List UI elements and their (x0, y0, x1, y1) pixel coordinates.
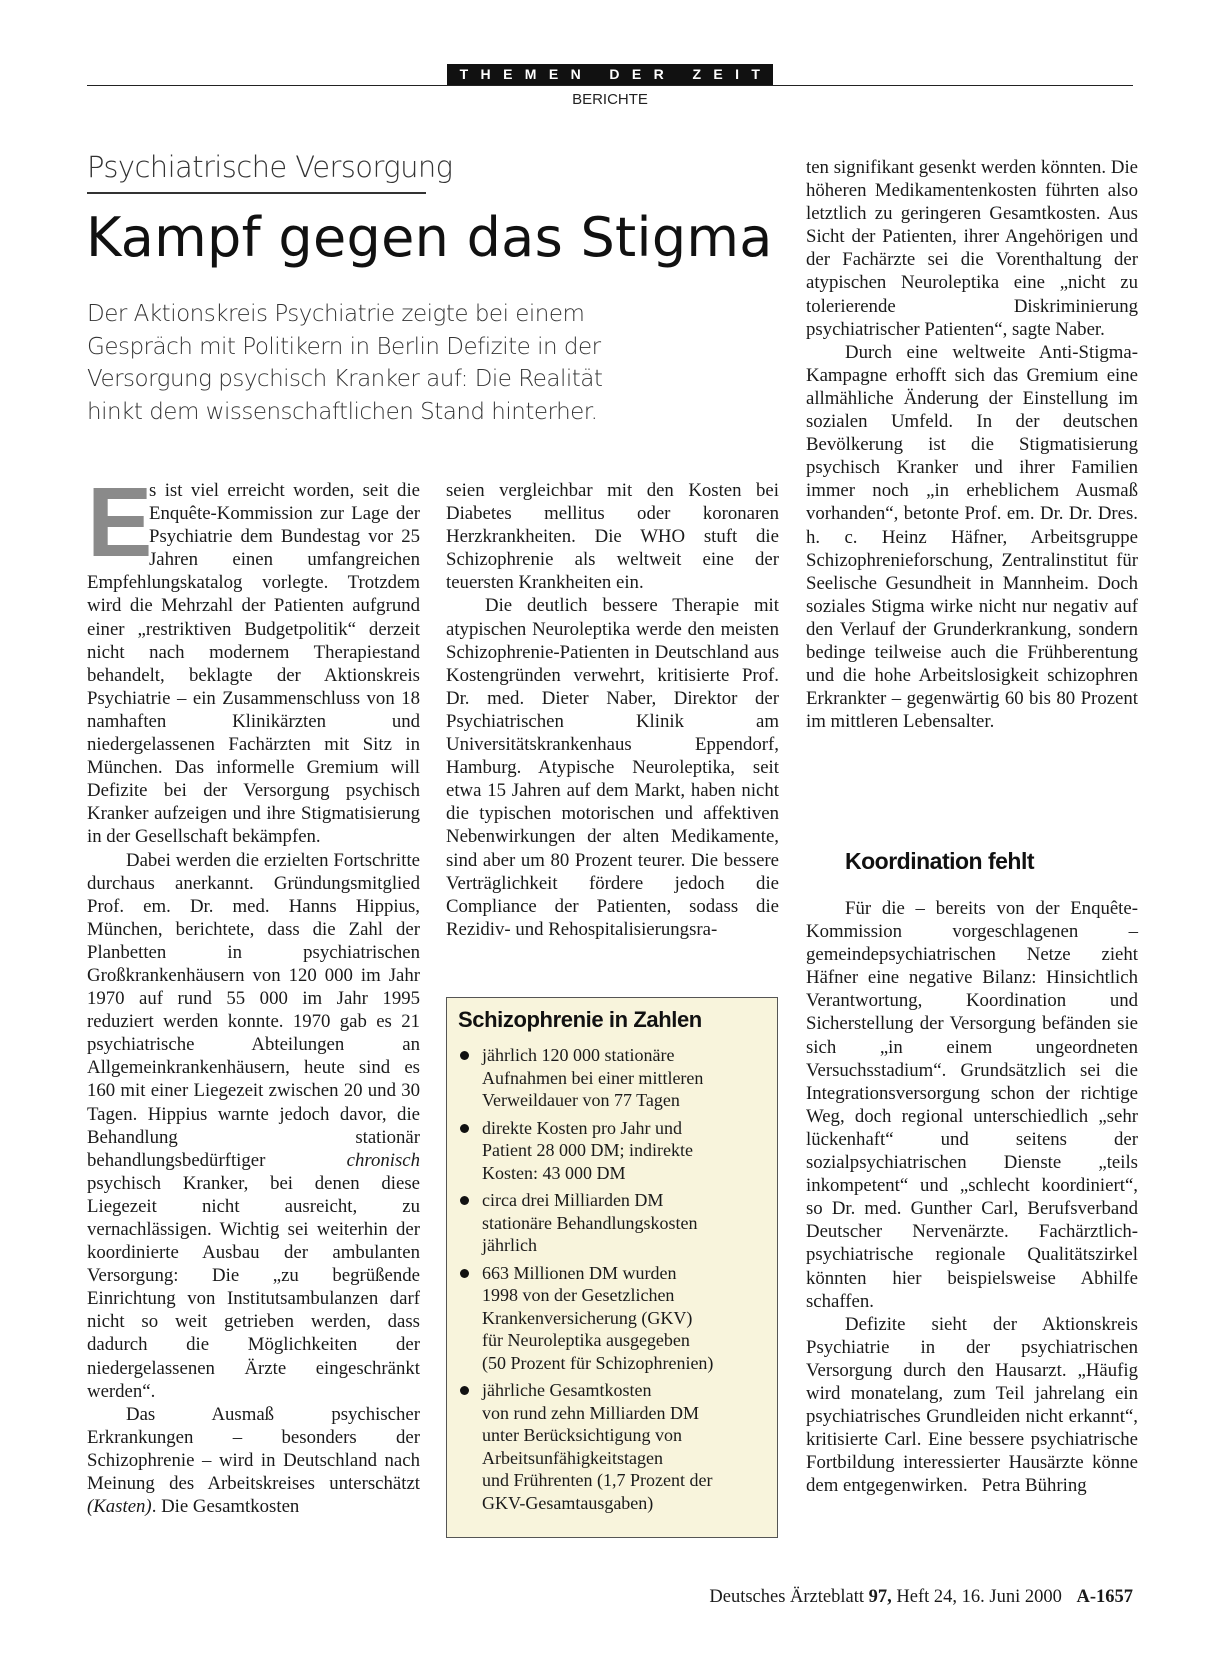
paragraph: Die deutlich bessere Therapie mit atypischen Neuroleptika werde den meisten Schizophrenie-Patienten in Deutschland aus Kostengründen verwehrt, kritisierte Prof. Dr. med. Dieter Naber, Direktor der Psychiatrischen Klinik am Universitätskrankenhaus Eppendorf, Hamburg. Atypische Neuroleptika, seit etwa 15 Jahren auf dem Markt, haben nicht die typischen motorischen und affektiven Nebenwirkungen der alten Medikamente, sind aber um 80 Prozent teurer. Die bessere Verträglichkeit fördere jedoch die Compliance der Patienten, sodass die Rezidiv- und Rehospitalisierungsra- (446, 595, 779, 940)
header-rule (87, 85, 1133, 86)
paragraph-text: Defizite sieht der Aktionskreis Psychiatrie in der psychiatrischen Versorgung durch den Hausarzt. „Häufig wird monatelang, zum Teil jahrelang ein psychiatrisches Grundleiden nicht erkannt“, kritisierte Carl. Eine bessere psychiatrische Fortbildung interessierter Hausärzte könne dem entgegenwirken. (806, 1313, 1138, 1497)
paragraph: seien vergleichbar mit den Kosten bei Diabetes mellitus oder koronaren Herzkrankheiten. Die WHO stuft die Schizophrenie als weltweit eine der teuersten Krankheiten ein. (446, 480, 779, 594)
article-title: Kampf gegen das Stigma (86, 206, 773, 269)
info-box-list (458, 1044, 767, 1514)
info-box-item (458, 1262, 767, 1375)
paragraph (87, 467, 420, 849)
journal-volume: 97, (868, 1587, 892, 1607)
article-lead (87, 298, 647, 428)
item-line: 1998 von der Gesetzlichen (482, 1285, 675, 1305)
bullet-icon (460, 1386, 469, 1395)
item-line: circa drei Milliarden DM (482, 1190, 664, 1210)
info-box-item (458, 1117, 767, 1185)
bullet-icon (460, 1269, 469, 1278)
paragraph: Durch eine weltweite Anti-Stigma-Kampagne erhofft sich das Gremium eine allmähliche Änderung der Einstellung im sozialen Umfeld. In der deutschen Bevölkerung ist die Stigmatisierung psychisch Kranker und ihrer Familien immer noch „in erheblichem Ausmaß vorhanden“, betonte Prof. em. Dr. Dr. Dres. h. c. Heinz Häfner, Arbeitsgruppe Schizophrenieforschung, Zentralinstitut für Seelische Gesundheit in Mannheim. Doch soziales Stigma wirke nicht nur negativ auf den Verlauf der Grunderkrankung, sondern bedinge teilweise auch die Frühberentung und die hohe Arbeitslosigkeit schizophren Erkrankter – gegenwärtig 60 bis 80 Prozent im mittleren Lebensalter. (806, 341, 1138, 733)
item-line: GKV-Gesamtausgaben) (482, 1492, 654, 1513)
kicker-underline (87, 192, 426, 194)
body-column-2 (446, 479, 779, 941)
item-line: jährliche Gesamtkosten (482, 1380, 652, 1400)
item-line: stationäre Behandlungskosten (482, 1212, 698, 1233)
item-line: jährlich 120 000 stationäre (482, 1045, 675, 1065)
paragraph: ten signifikant gesenkt werden könnten. Die höheren Medikamentenkosten führten also letztlich zu geringeren Gesamtkosten. Aus Sicht der Patienten, ihrer Angehörigen und der Fachärzte sei die Vorenthaltung der atypischen Neuroleptika eine „nicht zu tolerierende Diskriminierung psychiatrischer Patienten“, sagte Naber. (806, 157, 1138, 340)
emphasis: chronisch (346, 1149, 420, 1171)
paragraph (806, 1313, 1138, 1498)
item-line: direkte Kosten pro Jahr und (482, 1117, 682, 1138)
info-box-item (458, 1044, 767, 1112)
paragraph (87, 1403, 420, 1518)
info-box-item (458, 1379, 767, 1514)
item-line: und Frührenten (1,7 Prozent der (482, 1470, 713, 1490)
item-line: 663 Millionen DM wurden (482, 1262, 677, 1283)
item-line: Krankenversicherung (GKV) (482, 1307, 693, 1328)
item-line: Verweildauer von 77 Tagen (482, 1090, 680, 1110)
item-line: Kosten: 43 000 DM (482, 1162, 626, 1183)
lead-line: Gespräch mit Politikern in Berlin Defizite in der (87, 333, 601, 360)
article-kicker: Psychiatrische Versorgung (87, 150, 453, 184)
lead-line: Versorgung psychisch Kranker auf: Die Realität (87, 366, 603, 392)
info-box-item (458, 1189, 767, 1257)
item-line: für Neuroleptika ausgegeben (482, 1330, 690, 1350)
paragraph-text: psychisch Kranker, bei denen diese Liegezeit nicht ausreicht, zu vernachlässigen. Wichtig sei weiterhin der koordinierte Ausbau der ambulanten Versorgung: Die „zu begrüßende Einrichtung von Institutsambulanzen darf nicht so weit getrieben werden, dass dadurch die Möglichkeiten der niedergelassenen Ärzte eingeschränkt werden“. (87, 1172, 420, 1402)
lead-line: Der Aktionskreis Psychiatrie zeigte bei einem (87, 301, 585, 327)
page-number: A-1657 (1076, 1587, 1133, 1607)
page-footer (709, 1587, 1133, 1608)
lead-line: hinkt dem wissenschaftlichen Stand hinterher. (87, 398, 598, 425)
paragraph-text: Dabei werden die erzielten Fortschritte durchaus anerkannt. Gründungsmitglied Prof. em. Dr. med. Hanns Hippius, München, berichtete, dass die Zahl der Planbetten in psychiatrischen Großkrankenhäusern von 120 000 im Jahr 1970 auf rund 55 000 im Jahr 1995 reduziert werden konnte. 1970 gab es 21 psychiatrische Abteilungen an Allgemeinkrankenhäusern, heute sind es 160 mit einer Liegezeit zwischen 20 und 30 Tagen. Hippius warnte jedoch davor, die Behandlung stationär behandlungsbedürftiger (87, 849, 420, 1171)
bullet-icon (460, 1196, 469, 1205)
bullet-icon (460, 1124, 469, 1133)
section-heading: Koordination fehlt (845, 848, 1035, 874)
item-line: jährlich (482, 1235, 537, 1255)
box-reference: (Kasten) (87, 1496, 152, 1518)
section-label: THEMEN DER ZEIT (447, 64, 773, 85)
item-line: Patient 28 000 DM; indirekte (482, 1140, 693, 1160)
info-box (446, 997, 778, 1538)
body-column-3-lower (806, 897, 1138, 1497)
paragraph-text: s ist viel erreicht worden, seit die Enquête-Kommission zur Lage der Psychiatrie dem Bundestag vor 25 Jahren einen umfangreichen Empfehlungskatalog vorlegte. Trotzdem wird die Mehrzahl der Patienten aufgrund einer „restriktiven Budgetpolitik“ derzeit nicht nach modernem Therapiestand behandelt, beklagte der Aktionskreis Psychiatrie – ein Zusammenschluss von 18 namhaften Klinikärzten und niedergelassenen Fachärzten mit Sitz in München. Das informelle Gremium will Defizite bei der Versorgung psychisch Kranker aufzeigen und ihre Stigmatisierung in der Gesellschaft bekämpfen. (87, 480, 420, 848)
item-line: Aufnahmen bei einer mittleren (482, 1067, 704, 1088)
journal-name: Deutsches Ärzteblatt (709, 1587, 864, 1607)
paragraph-text: . Die Gesamtkosten (151, 1496, 300, 1518)
item-line: (50 Prozent für Schizophrenien) (482, 1352, 714, 1373)
paragraph: Für die – bereits von der Enquête-Kommission vorgeschlagenen – gemeindepsychiatrischen Netze zieht Häfner eine negative Bilanz: Hinsichtlich Verantwortung, Koordination und Sicherstellung der Versorgung befänden sie sich „in einem ungeordneten Versuchsstadium“. Grundsätzlich sei die Integrationsversorgung schon der richtige Weg, doch regional unterschiedlich „sehr lückenhaft“ und seitens der sozialpsychiatrischen Dienste „teils inkompetent“ und „schlecht koordiniert“, so Dr. med. Gunther Carl, Berufsverband Deutscher Nervenärzte. Fachärztlich-psychiatrische regionale Qualitätszirkel könnten hier beispielsweise Abhilfe schaffen. (806, 898, 1138, 1312)
paragraph-text: Das Ausmaß psychischer Erkrankungen – besonders der Schizophrenie – wird in Deutschland nach Meinung des Arbeitskreises unterschätzt (87, 1403, 420, 1495)
paragraph (87, 849, 420, 1403)
item-line: von rund zehn Milliarden DM (482, 1402, 699, 1423)
author-byline: Petra Bühring (981, 1475, 1087, 1497)
body-column-3 (806, 156, 1138, 733)
info-box-title: Schizophrenie in Zahlen (458, 1007, 702, 1032)
subsection-label: BERICHTE (572, 91, 648, 108)
bullet-icon (460, 1051, 469, 1060)
body-column-1 (87, 467, 420, 1518)
journal-issue: Heft 24, 16. Juni 2000 (896, 1587, 1062, 1607)
drop-cap: E (87, 467, 153, 577)
item-line: unter Berücksichtigung von (482, 1425, 682, 1445)
item-line: Arbeitsunfähigkeitstagen (482, 1447, 663, 1468)
